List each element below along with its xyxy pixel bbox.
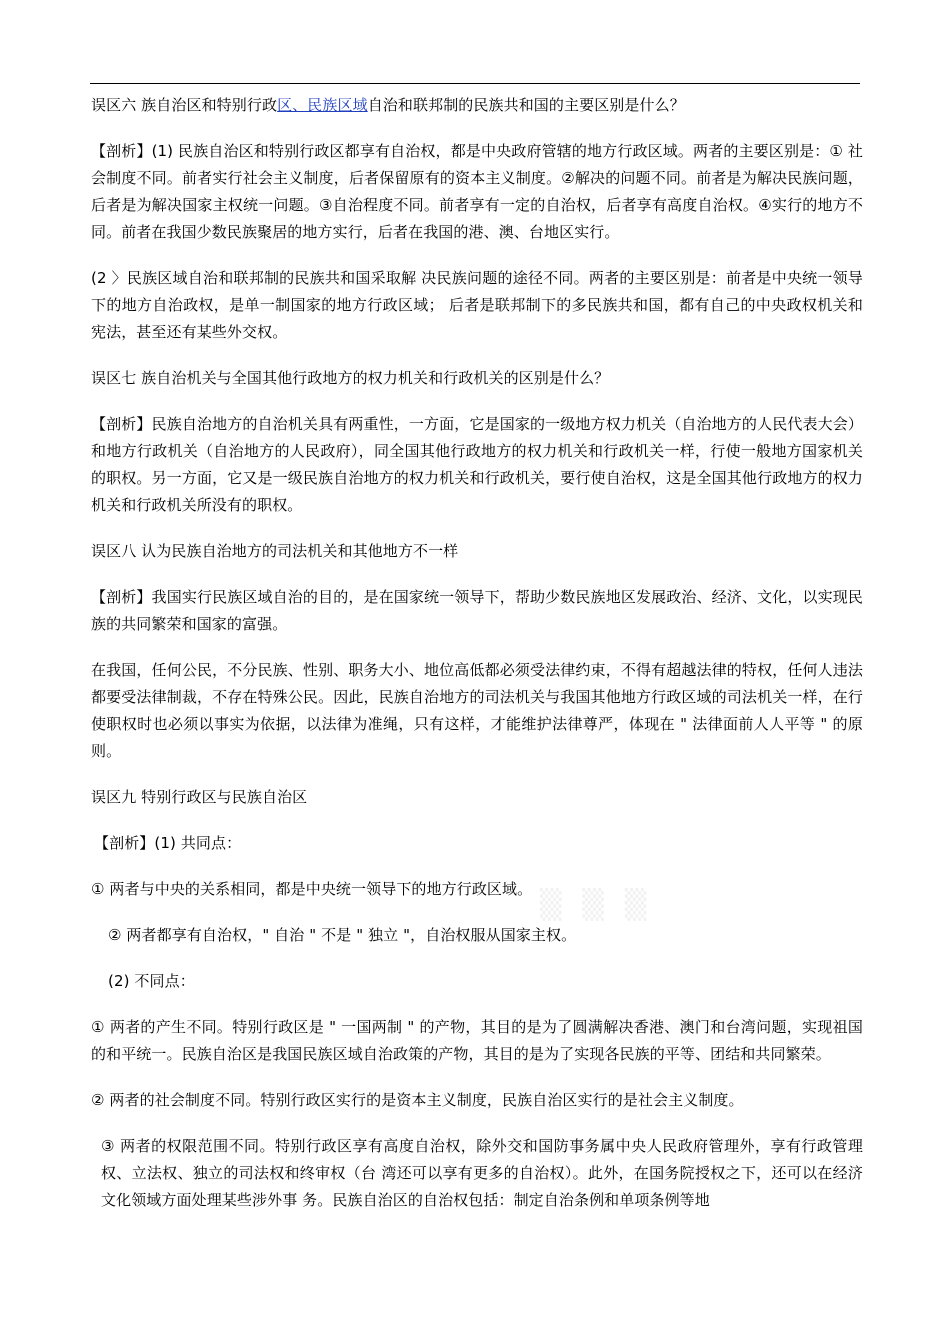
difference-point-2: ② 两者的社会制度不同。特别行政区实行的是资本主义制度，民族自治区实行的是社会主义制度。	[91, 1091, 744, 1109]
header-rule	[90, 83, 860, 84]
difference-point-1: ① 两者的产生不同。特别行政区是 " 一国两制 " 的产物，其目的是为了圆满解决香港、澳门和台湾问题，实现祖国的和平统一。民族自治区是我国民族区域自治政策的产物，其目的是为了实现各民族的平等、团结和共同繁荣。	[91, 1018, 863, 1063]
document-body	[91, 92, 863, 1233]
common-point-1: ① 两者与中央的关系相同，都是中央统一领导下的地方行政区域。	[91, 880, 533, 898]
heading-misconception-6: 误区六 族自治区和特别行政区、民族区域自治和联邦制的民族共和国的主要区别是什么？	[91, 96, 685, 114]
watermark: ▒ ▒ ▒	[540, 888, 653, 921]
heading-misconception-8: 误区八 认为民族自治地方的司法机关和其他地方不一样	[91, 542, 459, 560]
analysis-paragraph-8-2: 在我国，任何公民，不分民族、性别、职务大小、地位高低都必须受法律约束，不得有超越法律的特权，任何人违法都要受法律制裁，不存在特殊公民。因此，民族自治地方的司法机关与我国其他地方行政区域的司法机关一样，在行使职权时也必须以事实为依据，以法律为准绳，只有这样，才能维护法律尊严，体现在 " 法律面前人人平等 " 的原则。	[91, 661, 863, 760]
common-point-2: ② 两者都享有自治权，" 自治 " 不是 " 独立 "，自治权服从国家主权。	[108, 926, 577, 944]
inline-link[interactable]: 区、民族区域	[277, 96, 368, 114]
difference-point-3: ③ 两者的权限范围不同。特别行政区享有高度自治权，除外交和国防事务属中央人民政府管理外，享有行政管理权、立法权、独立的司法权和终审权（台 湾还可以享有更多的自治权）。此外，在国务院授权之下，还可以在经济文化领域方面处理某些涉外事 务。民族自治区的自治权包括：制定自治条例和单项条例等地	[101, 1137, 863, 1209]
difference-points-title: (2) 不同点：	[108, 972, 195, 990]
analysis-paragraph-7: 【剖析】民族自治地方的自治机关具有两重性，一方面，它是国家的一级地方权力机关（自治地方的人民代表大会）和地方行政机关（自治地方的人民政府），同全国其他行政地方的权力机关和行政机关一样，行使一般地方国家机关的职权。另一方面，它又是一级民族自治地方的权力机关和行政机关，要行使自治权，这是全国其他行政地方的权力机关和行政机关所没有的职权。	[91, 415, 863, 514]
analysis-common-points-title: 【剖析】(1) 共同点：	[94, 834, 242, 852]
analysis-paragraph-8-1: 【剖析】我国实行民族区域自治的目的，是在国家统一领导下，帮助少数民族地区发展政治、经济、文化，以实现民族的共同繁荣和国家的富强。	[91, 588, 863, 633]
heading-misconception-9: 误区九 特别行政区与民族自治区	[91, 788, 308, 806]
analysis-paragraph-6-1: 【剖析】(1) 民族自治区和特别行政区都享有自治权，都是中央政府管辖的地方行政区域。两者的主要区别是：① 社会制度不同。前者实行社会主义制度，后者保留原有的资本主义制度。②解决的问题不同。前者是为解决民族问题，后者是为解决国家主权统一问题。③自治程度不同。前者享有一定的自治权，后者享有高度自治权。④实行的地方不同。前者在我国少数民族聚居的地方实行，后者在我国的港、澳、台地区实行。	[91, 142, 863, 241]
analysis-paragraph-6-2: (2 〉民族区域自治和联邦制的民族共和国采取解 决民族问题的途径不同。两者的主要区别是：前者是中央统一领导下的地方自治政权，是单一制国家的地方行政区域； 后者是联邦制下的多民族共和国，都有自己的中央政权机关和宪法，甚至还有某些外交权。	[91, 269, 863, 341]
heading-misconception-7: 误区七 族自治机关与全国其他行政地方的权力机关和行政机关的区别是什么？	[91, 369, 610, 387]
